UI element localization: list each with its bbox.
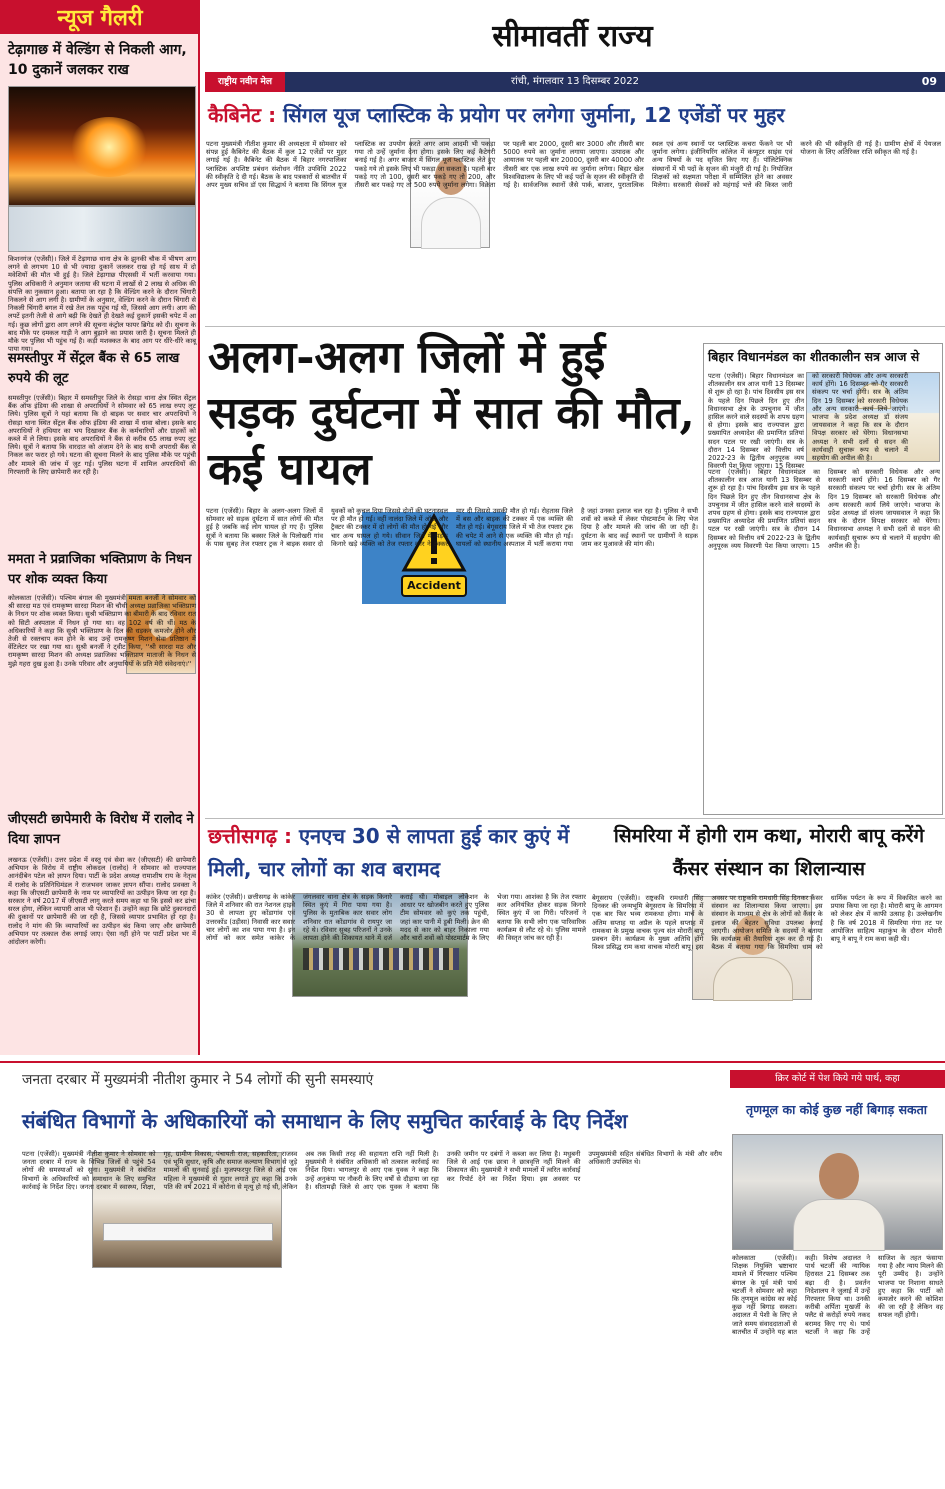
rule: [0, 1061, 945, 1063]
accident-sign-label: Accident: [407, 579, 461, 592]
sidebar-headline: टेढ़ागाछ में वेल्डिंग से निकली आग, 10 दुकानें जलकर राख: [8, 42, 187, 78]
assembly-body: पटना (एजेंसी)। बिहार विधानमंडल का शीतकालीन सत्र आज यानी 13 दिसम्बर से शुरू हो रहा है। पांच दिवसीय इस सत्र के पहले दिन पिछले दिन हुए तीन विधानसभा क्षेत्र के उपचुनाव में जीत हासिल करने वाले सदस्यों के शपथ ग्रहण से होगा। इसके बाद राज्यपाल द्वारा प्रख्यापित अध्यादेश की प्रमाणित प्रतियां सदन पटल पर रखी जाएंगी। सत्र के दौरान 14 दिसम्बर को वित्तीय वर्ष 2022-23 के द्वितीय अनुपूरक व्यय विवरणी पेश किया जाएगा। 15 दिसम्बर: [708, 372, 804, 471]
chhattisgarh-kicker: छत्तीसगढ़ :: [208, 824, 293, 848]
assembly-body-continued: पटना (एजेंसी)। बिहार विधानमंडल का शीतकालीन सत्र आज यानी 13 दिसम्बर से शुरू हो रहा है। पांच दिवसीय इस सत्र के पहले दिन पिछले दिन हुए तीन विधानसभा क्षेत्र के उपचुनाव में जीत हासिल करने वाले सदस्यों के शपथ ग्रहण से होगा। इसके बाद राज्यपाल द्वारा प्रख्यापित अध्यादेश की प्रमाणित प्रतियां सदन पटल पर रखी जाएंगी। सत्र के दौरान 14 दिसम्बर को वित्तीय वर्ष 2022-23 के द्वितीय अनुपूरक व्यय विवरणी पेश किया जाएगा। 15 दिसम्बर को सरकारी विधेयक और अन्य सरकारी कार्य होंगे। 16 दिसम्बर को गैर सरकारी संकल्प पर चर्चा होगी। सत्र के अंतिम दिन 19 दिसम्बर को सरकारी विधेयक और अन्य सरकारी कार्य लिये जाएंगे। भाजपा के प्रदेश अध्यक्ष डॉ संजय जायसवाल ने कहा कि सत्र के दौरान विपक्ष सरकार को घेरेगा। विधानसभा अध्यक्ष ने सभी दलों से सदन की कार्यवाही सुचारू रूप से चलाने में सहयोग की अपील की है।: [708, 468, 940, 550]
sidebar-mamta-text-wrap: [8, 594, 196, 804]
plastic-headline: [208, 98, 943, 132]
chhattisgarh-body: कांकेर (एजेंसी)। छत्तीसगढ़ के कांकेर जिले में शनिवार की रात नेशनल हाइवे 30 से लापता हुए कोंडागांव एवं उत्तरकोंड (उड़ीसा) निवासी कार सवार चार लोगों का शव पाया गया है। इन लोगों को कार समेत कांकेर के जंगलवार थाना क्षेत्र के सड़क किनारे स्थित कुएं में गिरा पाया गया है। पुलिस के मुताबिक कार सवार लोग शनिवार रात कोंडागांव से रायपुर जा रहे थे। रविवार सुबह परिजनों ने उनके लापता होने की शिकायत थाने में दर्ज कराई थी। मोबाइल लोकेशन के आधार पर खोजबीन करते हुए पुलिस टीम सोमवार को कुएं तक पहुंची, जहां कार पानी में डूबी मिली। क्रेन की मदद से कार को बाहर निकाला गया और चारों शवों को पोस्टमार्टम के लिए भेजा गया। आशंका है कि तेज रफ्तार कार अनियंत्रित होकर सड़क किनारे स्थित कुएं में जा गिरी। परिजनों ने बताया कि सभी लोग एक पारिवारिक कार्यक्रम से लौट रहे थे। पुलिस मामले की विस्तृत जांच कर रही है।: [206, 893, 586, 943]
sidebar-body: किशनगंज (एजेंसी)। जिले में टेढ़ागाछ थाना क्षेत्र के झुनकी चौक में भीषण आग लगने से लगभग 10 से भी ज्यादा दुकानें जलकर राख हो गई साथ में दो मवेशियों की मौत भी हुई है। जिले टेढ़ागाछ पीएससी में भर्ती करवाया गया। पुलिस अधिकारी ने अनुमान जताया की घटना में लाखों से 2 लाख से अधिक की संपत्ति का नुकसान हुआ। बताया जा रहा है कि वेल्डिंग करने के दौरान चिंगारी निकलने से आग लगी है। ग्रामीणों के अनुसार, वेल्डिंग करने के दौरान चिंगारी से निकली चिंगारी बगल में रखे तेल तक पहुंच गई थी, जिससे आग लगी। आग की लपटें इतनी तेजी से आगे बढ़ी कि देखते ही देखते कई दुकानें इसकी चपेट में आ गई। कुछ लोगों द्वारा आग लगने की सूचना कंट्रोल फायर ब्रिगेड को दी। सूचना के बाद मौके पर दमकल गाड़ी ने आग बुझाने का प्रयास जारी है। सूचना मिलते ही मौके पर पुलिस भी पहुंच गई है। कड़ी मशक्कत के बाद आग पर धीरे-धीरे काबू पाया गया।: [8, 255, 196, 354]
rule: [205, 326, 945, 327]
tmc-kicker: क्रिर कोर्ट में पेश किये गये पार्थ, कहा: [775, 1073, 900, 1084]
partha-body: [793, 1199, 885, 1251]
sidebar-headline: ममता ने प्रव्राजिका भक्तिप्राण के निधन पर शोक व्यक्त किया: [8, 552, 192, 587]
assembly-headline: बिहार विधानमंडल का शीतकालीन सत्र आज से: [708, 349, 920, 364]
section-title: सीमावर्ती राज्य: [492, 19, 653, 54]
sidebar-body: समस्तीपुर (एजेंसी)। बिहार में समस्तीपुर जिले के रोसड़ा थाना क्षेत्र स्थित सेंट्रल बैंक ऑफ इंडिया की शाखा से अपराधियों ने सोमवार को 65 लाख रुपए लूट लिये। पुलिस सूत्रों ने यहां बताया कि दो बाइक पर सवार चार अपराधियों ने रोसड़ा थाना स्थित सेंट्रल बैंक ऑफ इंडिया की शाखा में धावा बोला। इसके बाद अपराधियों ने हथियार का भय दिखाकर बैंक के कर्मचारियों और ग्राहकों को कब्जे में ले लिया। इसके बाद अपराधियों ने बैंक से करीब 65 लाख रुपए लूट लिये। सूत्रों ने बताया कि वारदात को अंजाम देने के बाद सभी अपराधी बैंक से निकल कर फरार हो गये। घटना की सूचना मिलने के बाद पुलिस मौके पर पहुंची और मामले की जांच में जुट गई। पुलिस घटना में शामिल अपराधियों की गिरफ्तारी के लिए छापेमारी कर रही है।: [8, 394, 196, 476]
sidebar-body: लखनऊ (एजेंसी)। उत्तर प्रदेश में वस्तु एवं सेवा कर (जीएसटी) की छापेमारी अभियान के विरोध में राष्ट्रीय लोकदल (रालोद) ने सोमवार को राज्यपाल आनंदीबेन पटेल को ज्ञापन दिया। पार्टी के प्रदेश अध्यक्ष रामाशीष राय के नेतृत्व में रालोद के प्रतिनिधिमंडल ने राजभवन जाकर ज्ञापन सौंपा। रालोद प्रवक्ता ने कहा कि जीएसटी छापेमारी के नाम पर व्यापारियों का उत्पीड़न किया जा रहा है। सरकार ने वर्ष 2017 में जीएसटी लागू करते समय कहा था कि इससे कर ढांचा सरल होगा, लेकिन व्यापारी आज भी परेशान हैं। उन्होंने कहा कि छोटे दुकानदारों की दुकानों पर छापेमारी की जा रही है, जिससे व्यापार प्रभावित हो रहा है। रालोद ने मांग की कि व्यापारियों का उत्पीड़न बंद किया जाए और छापेमारी अभियान पर तत्काल रोक लगाई जाए। ऐसा नहीं होने पर पार्टी प्रदेश भर में आंदोलन करेगी।: [8, 856, 196, 947]
simaria-body: बेगूसराय (एजेंसी)। राष्ट्रकवि रामधारी सिंह दिनकर की जन्मभूमि बेगूसराय के सिमरिया में एक बार फिर भव्य रामकथा होगा। मार्च के अंतिम सप्ताह या अप्रैल के पहले सप्ताह में रामकथा के प्रमुख वाचक पूज्य संत मोरारी बापू प्रवचन देंगे। कार्यक्रम के मुख्य अतिथि होंगे विश्व प्रसिद्ध राम कथा वाचक मोरारी बापू। इस अवसर पर राष्ट्रकवि रामधारी सिंह दिनकर कैंसर संस्थान का शिलान्यास किया जाएगा। इस संस्थान के माध्यम से क्षेत्र के लोगों को कैंसर के इलाज की बेहतर सुविधा उपलब्ध कराई जाएगी। आयोजन समिति के सदस्यों ने बताया कि कार्यक्रम की तैयारियां शुरू कर दी गई हैं। बैठक में बताया गया कि सिमरिया धाम को धार्मिक पर्यटन के रूप में विकसित करने का प्रयास किया जा रहा है। मोरारी बापू के आगमन को लेकर क्षेत्र में काफी उत्साह है। उल्लेखनीय है कि वर्ष 2018 में सिमरिया गंगा तट पर आयोजित साहित्य महाकुंभ के दौरान मोरारी बापू ने बापू ने राम कथा कही थी।: [592, 894, 942, 952]
sidebar-body: कोलकाता (एजेंसी)। पश्चिम बंगाल की मुख्यमंत्री ममता बनर्जी ने सोमवार को श्री सारदा मठ एवं रामकृष्ण सारदा मिशन की चौथी अध्यक्ष प्रव्राजिका भक्तिप्राण के निधन पर शोक व्यक्त किया। सुश्री भक्तिप्राण का बीमारी के बाद रविवार रात को सिटी अस्पताल में निधन हो गया था। वह 102 वर्ष की थीं। मठ के अधिकारियों ने कहा कि सुश्री भक्तिप्राण के दिल की धड़कन कमजोर होने और तेजी से रक्तचाप कम होने के बाद उन्हें रामकृष्ण मिशन सेवा प्रतिष्ठान में वेंटिलेटर पर रखा गया था। सुश्री बनर्जी ने ट्वीट किया, ''श्री सारदा मठ और रामकृष्ण सारदा मिशन की अध्यक्ष प्रव्राजिका भक्तिप्राण माताजी के निधन से मुझे गहरा दुख हुआ है। उनके परिवार और अनुयायियों के प्रति मेरी संवेदनाएं।'': [8, 594, 196, 668]
accident-body: पटना (एजेंसी)। बिहार के अलग-अलग जिलों में सोमवार को सड़क दुर्घटना में सात लोगों की मौत हुई है जबकि कई लोग घायल हो गए हैं। पुलिस सूत्रों ने बताया कि बक्सर जिले के पिलोखरी गांव के पास सुबह तेज रफ्तार ट्रक ने बाइक सवार दो युवकों को कुचल दिया जिससे दोनों की घटनास्थल पर ही मौत हो गई। वहीं नालंदा जिले में ऑटो और ट्रैक्टर की टक्कर में दो लोगों की मौत हो गई और चार अन्य घायल हो गये। सीवान जिले में सड़क किनारे खड़े व्यक्ति को तेज रफ्तार कार ने टक्कर मार दी जिससे उसकी मौत हो गई। रोहतास जिले में बस और बाइक की टक्कर में एक व्यक्ति की मौत हो गई। बेगूसराय जिले में भी तेज रफ्तार ट्रक की चपेट में आने से एक व्यक्ति की मौत हो गई। घायलों को स्थानीय अस्पताल में भर्ती कराया गया है जहां उनका इलाज चल रहा है। पुलिस ने सभी शवों को कब्जे में लेकर पोस्टमार्टम के लिए भेज दिया है और मामले की जांच की जा रही है। दुर्घटना के बाद कई स्थानों पर ग्रामीणों ने सड़क जाम कर मुआवजे की मांग की।: [206, 507, 698, 548]
plastic-body: पटना मुख्यमंत्री नीतीश कुमार की अध्यक्षता में सोमवार को संपन्न हुई कैबिनेट की बैठक में कुल 12 एजेंडों पर मुहर लगाई गई है। कैबिनेट की बैठक में बिहार नगरपालिका प्लास्टिक अपशिष्ट प्रबंधन संशोधन नीति उपविधि 2022 की स्वीकृति दे दी गई। बैठक के बाद पत्रकारों से बातचीत में अपर मुख्य सचिव डॉ एस सिद्धार्थ ने बताया कि सिंगल यूज प्लास्टिक का उपयोग करते अगर आम आदमी भी पकड़ा गया तो उन्हें जुर्माना देना होगा। इसके लिए कई कैटेगरी बनाई गई है। अगर बाजार में सिंगल यूज प्लास्टिक लेते हुए पकड़े गये तो इसके लिए भी पकड़ा जा सकता है। पहली बार पकड़े गए तो 100, दूसरी बार पकड़े गए तो 200, और तीसरी बार पकड़े गए तो 500 रुपये जुर्माना लगेगा। विक्रेता पर पहली बार 2000, दूसरी बार 3000 और तीसरी बार 5000 रुपये का जुर्माना लगाया जाएगा। उत्पादक और आयातक पर पहली बार 20000, दूसरी बार 40000 और तीसरी बार एक लाख रुपये का जुर्माना लगेगा। बिहार खेल विश्वविद्यालय के लिए भी कई पदों के सृजन की स्वीकृति दी गई है। सार्वजनिक स्थानों जैसे पार्क, बाजार, पुरातात्विक स्थल एवं अन्य स्थानों पर प्लास्टिक कचरा फेंकने पर भी जुर्माना लगेगा। इंजीनियरिंग कॉलेज में कंप्यूटर साइंस एवं अन्य विषयों के पद सृजित किए गए हैं। पॉलिटेक्निक संस्थानों में भी पदों के सृजन की मंजूरी दी गई है। नियोजित शिक्षकों को सक्षमता परीक्षा में सम्मिलित होने का अवसर मिलेगा। सरकारी सेवकों को महंगाई भत्ते की किस्त जारी करने की भी स्वीकृति दी गई है। ग्रामीण क्षेत्रों में पेयजल योजना के लिए अतिरिक्त राशि स्वीकृत की गई है।: [206, 140, 941, 190]
gallery-title: न्यूज गैलरी: [57, 6, 143, 31]
janata-kicker: जनता दरबार में मुख्यमंत्री नीतीश कुमार ने 54 लोगों की सुनी समस्याएं: [22, 1072, 374, 1088]
fire-photo: [8, 86, 196, 206]
plastic-kicker: कैबिनेट :: [208, 103, 277, 127]
tmc-headline: तृणमूल का कोई कुछ नहीं बिगाड़ सकता: [746, 1102, 927, 1117]
masthead-bar: [205, 72, 945, 92]
assembly-box: [703, 343, 943, 815]
partha-face: [819, 1153, 859, 1199]
sidebar-headline: जीएसटी छापेमारी के विरोध में रालोद ने दिया ज्ञापन: [8, 812, 194, 847]
accident-headline: अलग-अलग जिलों में हुई सड़क दुर्घटना में सात की मौत, कई घायल: [208, 332, 695, 495]
chhattisgarh-headline: [208, 820, 586, 890]
simaria-headline: सिमरिया में होगी राम कथा, मोरारी बापू करेंगे कैंसर संस्थान का शिलान्यास: [613, 825, 925, 880]
dateline: रांची, मंगलवार 13 दिसम्बर 2022: [510, 76, 640, 87]
page-number: 09: [921, 75, 937, 88]
rule: [205, 818, 945, 819]
chhattisgarh-title: एनएच 30 से लापता हुई कार कुएं में मिली, चार लोगों का शव बरामद: [208, 824, 570, 881]
hospital-photo: [8, 206, 196, 252]
fire-photo-flame: [69, 117, 149, 177]
janata-body: पटना (एजेंसी)। मुख्यमंत्री नीतीश कुमार ने सोमवार को जनता दरबार में राज्य के विभिन्न जिलों से पहुंचे 54 लोगों की समस्याओं को सुना। मुख्यमंत्री ने संबंधित विभागों के अधिकारियों को समाधान के लिए समुचित कार्रवाई के निर्देश दिए। जनता दरबार में स्वास्थ्य, शिक्षा, गृह, ग्रामीण विकास, पंचायती राज, सहकारिता, राजस्व एवं भूमि सुधार, कृषि और समाज कल्याण विभाग से जुड़े मामलों की सुनवाई हुई। मुजफ्फरपुर जिले से आई एक महिला ने मुख्यमंत्री से गुहार लगाते हुए कहा कि उनके पति की वर्ष 2021 में कोरोना से मृत्यु हो गई थी, लेकिन अब तक किसी तरह की सहायता राशि नहीं मिली है। मुख्यमंत्री ने संबंधित अधिकारी को तत्काल कार्रवाई का निर्देश दिया। भागलपुर से आए एक युवक ने कहा कि उन्हें अनुकंपा पर नौकरी के लिए वर्षों से दौड़ाया जा रहा है। सीतामढ़ी जिले से आए एक युवक ने बताया कि उनकी जमीन पर दबंगों ने कब्जा कर लिया है। मधुबनी जिले से आई एक छात्रा ने छात्रवृत्ति नहीं मिलने की शिकायत की। मुख्यमंत्री ने सभी मामलों में त्वरित कार्रवाई कर रिपोर्ट देने का निर्देश दिया। इस अवसर पर उपमुख्यमंत्री सहित संबंधित विभागों के मंत्री और वरीय अधिकारी उपस्थित थे।: [22, 1150, 722, 1191]
sidebar: [0, 0, 200, 1055]
tmc-body: कोलकाता (एजेंसी)। शिक्षक नियुक्ति भ्रष्टाचार मामले में गिरफ्तार पश्चिम बंगाल के पूर्व मंत्री पार्थ चटर्जी ने सोमवार को कहा कि तृणमूल कांग्रेस का कोई कुछ नहीं बिगाड़ सकता। अदालत में पेशी के लिए ले जाते समय संवाददाताओं से बातचीत में उन्होंने यह बात कही। विशेष अदालत ने पार्थ चटर्जी की न्यायिक हिरासत 21 दिसम्बर तक बढ़ा दी है। प्रवर्तन निदेशालय ने जुलाई में उन्हें गिरफ्तार किया था। उनकी करीबी अर्पिता मुखर्जी के फ्लैट से करोड़ों रुपये नकद बरामद किए गए थे। पार्थ चटर्जी ने कहा कि उन्हें साजिश के तहत फंसाया गया है और न्याय मिलने की पूरी उम्मीद है। उन्होंने भाजपा पर निशाना साधते हुए कहा कि पार्टी को कमजोर करने की कोशिश की जा रही है लेकिन वह सफल नहीं होगी।: [732, 1254, 943, 1336]
tmc-kicker-bar: [730, 1070, 945, 1088]
gallery-title-bar: [0, 0, 200, 34]
masthead-brand: राष्ट्रीय नवीन मेल: [205, 72, 285, 92]
partha-photo: [732, 1134, 943, 1250]
janata-headline: संबंधित विभागों के अधिकारियों को समाधान के लिए समुचित कार्रवाई के दिए निर्देश: [22, 1109, 628, 1133]
plastic-title: सिंगल यूज प्लास्टिक के प्रयोग पर लगेगा जुर्माना, 12 एजेंडों पर मुहर: [283, 103, 785, 127]
sidebar-headline: समस्तीपुर में सेंट्रल बैंक से 65 लाख रुपये की लूट: [8, 351, 180, 386]
